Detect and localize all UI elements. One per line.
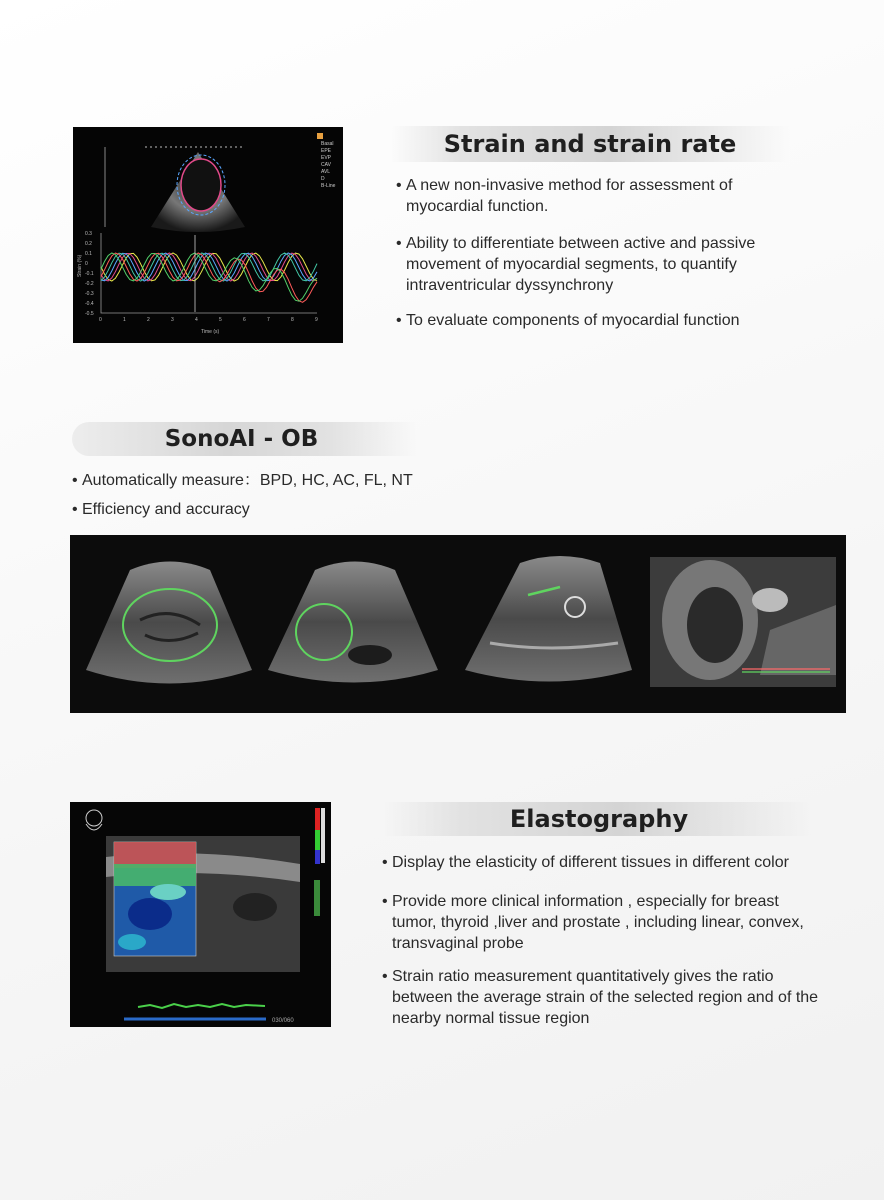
strain-heading (390, 126, 790, 162)
elasticity-colormap-box (114, 842, 196, 956)
elasto-title: Elastography (509, 805, 689, 833)
y-tick-label: -0.5 (85, 311, 94, 317)
y-axis-label: Strain (%) (77, 254, 83, 277)
bullet-item: • Automatically measure：BPD, HC, AC, FL, NT (72, 470, 572, 491)
frame-counter: 030/060 (272, 1018, 294, 1024)
x-tick-label: 7 (267, 317, 270, 323)
legend-item: Basal (321, 141, 334, 147)
y-tick-label: -0.4 (85, 301, 94, 307)
legend-item: B-Line (321, 183, 336, 189)
legend-item: CAV (321, 162, 331, 168)
y-tick-label: -0.2 (85, 281, 94, 287)
x-tick-label: 8 (291, 317, 294, 323)
bullet-item: • Efficiency and accuracy (72, 499, 572, 520)
elasto-bullet-list (382, 852, 862, 1043)
y-tick-label: 0.2 (85, 241, 92, 247)
legend-item: AVL (321, 169, 331, 175)
y-tick-label: 0.3 (85, 231, 92, 237)
x-tick-label: 1 (123, 317, 126, 323)
strain-ultrasound-image (73, 127, 343, 343)
y-tick-label: 0 (85, 261, 88, 267)
y-tick-label: -0.1 (85, 271, 94, 277)
strain-chart (73, 127, 343, 343)
nt-image (650, 557, 836, 687)
myocardium-contour (181, 159, 221, 211)
bullet-item: • Ability to differentiate between active and passive movement of myocardial segments, to quantify intraventricular dyssynchrony (396, 233, 866, 296)
y-tick-label: -0.3 (85, 291, 94, 297)
legend-item: EPE (321, 148, 332, 154)
ac-image (268, 562, 438, 683)
x-tick-label: 6 (243, 317, 246, 323)
strain-bullet-list (396, 175, 866, 345)
x-tick-label: 4 (195, 317, 198, 323)
bullet-item: • Strain ratio measurement quantitatively gives the ratio between the average strain of the selected region and of the nearby normal tissue region (382, 966, 862, 1029)
sonoai-image-strip (70, 535, 846, 713)
bullet-item: • Provide more clinical information , especially for breast tumor, thyroid ,liver and prostate , including linear, convex, transvaginal probe (382, 891, 862, 954)
bullet-item: • Display the elasticity of different tissues in different color (382, 852, 862, 873)
legend-item: D (321, 176, 325, 182)
strain-title: Strain and strain rate (443, 130, 737, 158)
elasto-ultrasound-image (70, 802, 331, 1027)
elasto-heading (384, 802, 814, 836)
sonoai-heading (72, 422, 417, 456)
legend-item: EVP (321, 155, 332, 161)
x-axis-label: Time (s) (201, 329, 220, 335)
x-tick-label: 3 (171, 317, 174, 323)
x-tick-label: 2 (147, 317, 150, 323)
fl-image (465, 556, 632, 682)
bpd-image (86, 562, 252, 684)
x-tick-label: 0 (99, 317, 102, 323)
x-tick-label: 5 (219, 317, 222, 323)
bullet-item: • A new non-invasive method for assessment of myocardial function. (396, 175, 866, 217)
sonoai-bullet-list (72, 470, 572, 534)
y-tick-label: 0.1 (85, 251, 92, 257)
sonoai-title: SonoAI - OB (164, 426, 319, 452)
bullet-item: • To evaluate components of myocardial function (396, 310, 866, 331)
x-tick-label: 9 (315, 317, 318, 323)
